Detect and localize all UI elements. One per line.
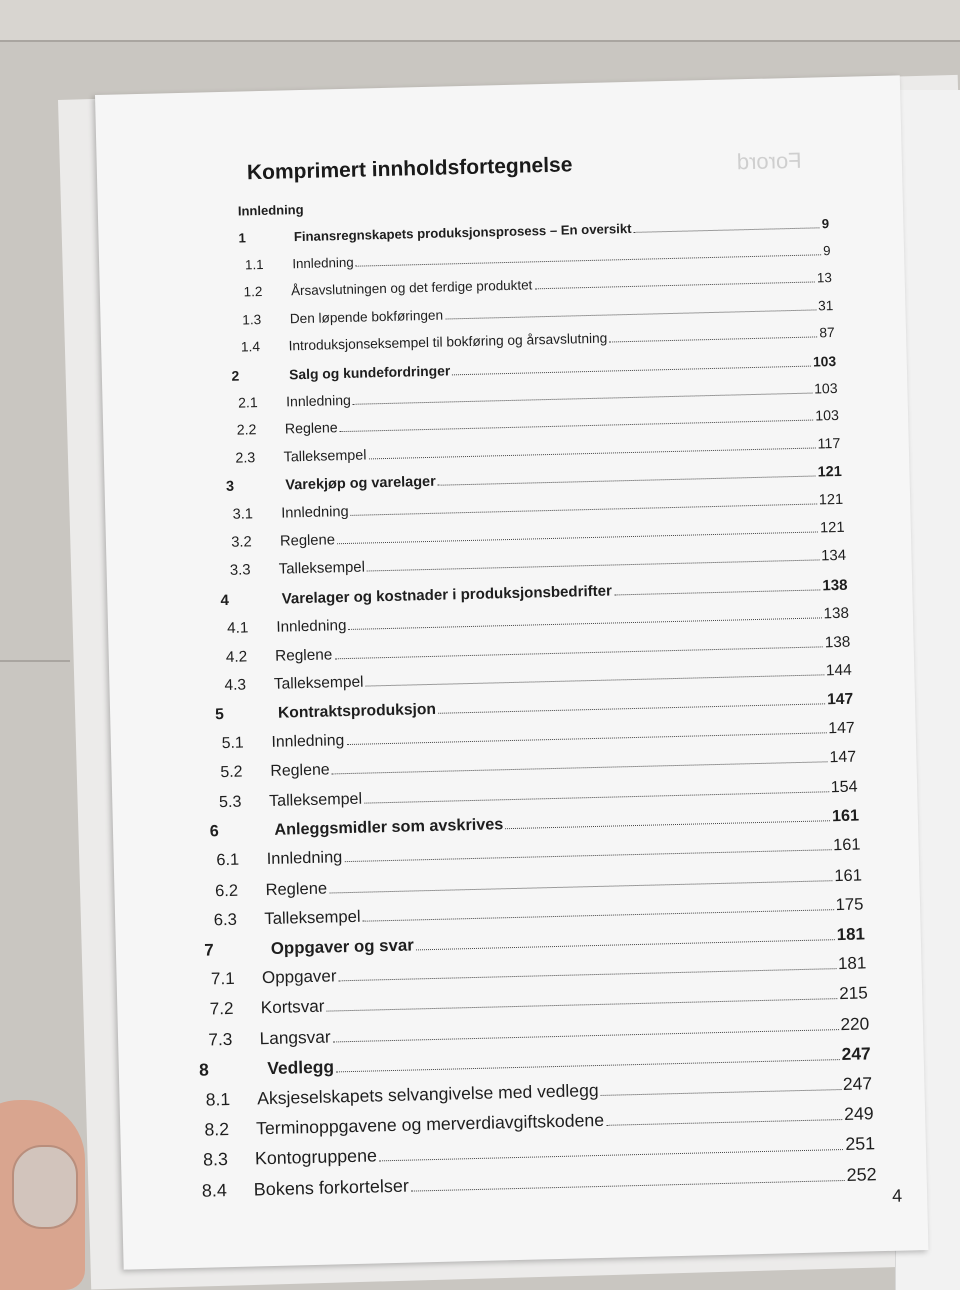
toc-leader-dots: [445, 309, 816, 319]
toc-title: Introduksjonseksempel til bokføring og årsavslutning: [288, 330, 608, 354]
toc-page-number: 181: [836, 924, 866, 944]
toc-page-number: 252: [846, 1164, 877, 1185]
toc-number: 4.1: [226, 619, 249, 638]
table-of-contents: [98, 187, 903, 1201]
toc-page-number: 220: [840, 1013, 870, 1035]
toc-title: Reglene: [270, 761, 330, 780]
toc-leader-dots: [505, 820, 830, 829]
toc-page-number: 9: [821, 216, 830, 232]
toc-section-row: [224, 662, 852, 695]
toc-page-number: 103: [812, 352, 837, 370]
toc-section-row: [215, 865, 862, 901]
toc-leader-dots: [363, 909, 834, 922]
toc-section-row: [243, 270, 832, 300]
toc-title: Talleksempel: [264, 907, 361, 929]
toc-section-row: [245, 243, 831, 273]
toc-page-number: 103: [815, 408, 840, 425]
toc-leader-dots: [333, 1029, 839, 1042]
toc-page-number: 31: [817, 297, 834, 314]
toc-page-number: 161: [832, 835, 861, 855]
toc-section-row: [213, 895, 863, 931]
toc-title: Talleksempel: [268, 789, 363, 811]
toc-leader-dots: [438, 704, 825, 714]
toc-title: Varekjøp og varelager: [285, 473, 436, 494]
toc-number: 8.3: [202, 1149, 229, 1171]
toc-number: 1: [238, 230, 246, 246]
toc-number: 4.3: [224, 676, 247, 695]
toc-number: 1.1: [244, 257, 264, 273]
toc-number: 3.3: [229, 562, 251, 580]
toc-leader-dots: [351, 504, 817, 516]
toc-title: Innledning: [281, 503, 349, 522]
toc-title: Reglene: [265, 878, 328, 899]
toc-title: Terminoppgavene og merverdiavgiftskodene: [255, 1110, 605, 1139]
toc-section-row: [235, 436, 840, 467]
toc-title: Årsavslutningen og det ferdige produktet: [290, 277, 533, 299]
toc-leader-dots: [334, 646, 822, 659]
toc-section-row: [222, 720, 855, 753]
toc-title: Kontraktsproduksjon: [277, 701, 437, 722]
toc-number: 6.1: [216, 851, 240, 870]
toc-leader-dots: [356, 254, 821, 266]
toc-number: 8.4: [201, 1179, 228, 1201]
toc-page-number: 121: [817, 463, 842, 481]
toc-section-row: [242, 298, 833, 328]
toc-title: Innledning: [292, 254, 354, 272]
toc-leader-dots: [379, 1149, 843, 1161]
toc-title: Kortsvar: [260, 996, 325, 1018]
toc-section-row: [209, 984, 868, 1020]
toc-section-row: [202, 1164, 877, 1201]
toc-page-number: 247: [841, 1043, 871, 1065]
toc-number: 4.2: [225, 648, 248, 666]
toc-number: 5.1: [221, 734, 244, 753]
toc-page-number: 154: [830, 777, 858, 797]
toc-section-row: [238, 380, 838, 412]
toc-leader-dots: [368, 448, 815, 460]
toc-number: 8: [198, 1059, 210, 1080]
toc-page-number: 134: [820, 548, 847, 565]
toc-leader-dots: [339, 969, 837, 982]
toc-title: Talleksempel: [278, 559, 366, 579]
thumbnail-nail: [12, 1145, 78, 1229]
toc-title: Talleksempel: [283, 447, 367, 466]
toc-number: 1.3: [242, 311, 262, 328]
toc-chapter-row: [238, 216, 829, 246]
toc-page-number: 175: [835, 894, 864, 915]
toc-leader-dots: [609, 337, 817, 343]
floor-seam: [0, 660, 70, 662]
toc-number: 1.4: [240, 339, 261, 355]
toc-number: 6: [209, 822, 219, 841]
floor-seam: [0, 40, 960, 42]
toc-section-row: [203, 1134, 876, 1171]
bleed-through-text: Forord: [736, 147, 802, 175]
toc-section-row: [232, 492, 843, 523]
toc-title: Innledning: [237, 201, 304, 219]
toc-page-number: 247: [842, 1073, 873, 1095]
toc-page-number: 138: [823, 604, 850, 623]
toc-page-number: 144: [825, 662, 852, 680]
toc-leader-dots: [411, 1180, 845, 1192]
toc-number: 3.1: [232, 506, 254, 523]
toc-number: 8.2: [204, 1119, 230, 1140]
document-page: [95, 75, 928, 1269]
toc-number: 8.1: [205, 1089, 231, 1110]
toc-leader-dots: [340, 420, 814, 433]
toc-leader-dots: [336, 1059, 840, 1072]
toc-title: Varelager og kostnader i produksjonsbedrifter: [281, 582, 613, 608]
toc-number: 6.3: [213, 910, 238, 930]
toc-title: Innledning: [271, 732, 345, 751]
toc-number: 7: [204, 940, 214, 960]
toc-leader-dots: [367, 560, 819, 572]
toc-section-row: [227, 605, 849, 637]
toc-number: 5.3: [218, 792, 242, 812]
toc-page-number: 215: [838, 983, 868, 1004]
toc-leader-dots: [329, 880, 832, 893]
toc-section-row: [220, 749, 856, 783]
toc-leader-dots: [366, 675, 824, 687]
page-title: Komprimert innholdsfortegnelse: [246, 153, 573, 185]
toc-page-number: 147: [828, 719, 855, 738]
toc-leader-dots: [346, 732, 826, 745]
toc-chapter-row: [210, 807, 860, 842]
toc-leader-dots: [452, 365, 811, 375]
toc-page-number: 147: [826, 690, 854, 709]
page-number: 4: [891, 1185, 903, 1206]
toc-number: 5.2: [220, 763, 243, 782]
toc-title: Anleggsmidler som avskrives: [274, 815, 504, 840]
toc-leader-dots: [634, 227, 820, 233]
toc-number: 4: [220, 591, 230, 609]
toc-number: 2.1: [237, 394, 258, 412]
toc-title: Vedlegg: [267, 1056, 335, 1079]
toc-number: 7.2: [209, 999, 234, 1019]
toc-number: 7.1: [210, 969, 235, 989]
toc-section-row: [241, 325, 835, 356]
toc-title: Innledning: [266, 848, 343, 869]
toc-page-number: 13: [816, 270, 833, 286]
toc-title: Innledning: [285, 392, 352, 410]
toc-leader-dots: [353, 393, 812, 405]
toc-page-number: 161: [831, 806, 860, 826]
toc-number: 2: [231, 367, 240, 384]
toc-title: Langsvar: [259, 1026, 331, 1049]
toc-title: Den løpende bokføringen: [289, 307, 444, 327]
toc-section-row: [211, 954, 867, 990]
toc-intro-heading: [238, 189, 828, 218]
toc-page-number: 138: [824, 633, 851, 652]
toc-number: 1.2: [243, 284, 263, 300]
toc-number: 3: [225, 478, 235, 495]
toc-leader-dots: [327, 998, 838, 1011]
toc-leader-dots: [349, 618, 822, 631]
toc-page-number: 117: [817, 435, 841, 453]
toc-page-number: 249: [843, 1103, 874, 1125]
toc-title: Reglene: [284, 420, 338, 438]
toc-page-number: 138: [822, 576, 848, 595]
toc-number: 2.2: [236, 422, 257, 439]
toc-title: Finansregnskapets produksjonsprosess – En oversikt: [293, 220, 632, 245]
toc-chapter-row: [215, 691, 854, 725]
toc-page-number: 147: [829, 748, 857, 767]
toc-title: Oppgaver og svar: [270, 935, 414, 958]
toc-leader-dots: [534, 282, 815, 290]
toc-page-number: 251: [845, 1133, 876, 1155]
toc-title: Kontogruppene: [254, 1145, 378, 1169]
toc-leader-dots: [416, 939, 835, 950]
toc-chapter-row: [204, 924, 865, 960]
floor-board: [0, 0, 960, 40]
toc-title: Reglene: [274, 646, 333, 665]
toc-section-row: [231, 520, 845, 551]
toc-page-number: 121: [819, 520, 845, 537]
toc-leader-dots: [438, 476, 816, 486]
toc-title: Reglene: [279, 532, 336, 550]
toc-page-number: 161: [834, 865, 863, 885]
toc-leader-dots: [344, 850, 831, 863]
toc-number: 7.3: [208, 1028, 233, 1050]
toc-section-row: [216, 836, 861, 871]
toc-leader-dots: [614, 589, 820, 595]
toc-chapter-row: [231, 353, 836, 385]
toc-section-row: [230, 548, 847, 579]
toc-title: Bokens forkortelser: [253, 1175, 410, 1200]
toc-leader-dots: [332, 761, 828, 774]
toc-number: 3.2: [231, 534, 252, 551]
toc-title: Aksjeselskapets selvangivelse med vedlegg: [257, 1080, 599, 1109]
toc-title: Oppgaver: [261, 966, 337, 988]
toc-leader-dots: [364, 791, 829, 803]
toc-number: 5: [214, 706, 225, 724]
toc-leader-dots: [601, 1089, 841, 1096]
toc-section-row: [226, 634, 851, 667]
toc-page-number: 103: [813, 380, 838, 397]
toc-title: Salg og kundefordringer: [288, 362, 451, 383]
toc-page-number: 87: [819, 325, 835, 341]
toc-leader-dots: [337, 532, 818, 545]
toc-leader-dots: [606, 1119, 842, 1126]
toc-page-number: 9: [822, 243, 831, 259]
toc-page-number: 121: [818, 491, 844, 509]
toc-number: 2.3: [235, 450, 256, 467]
toc-chapter-row: [220, 577, 847, 609]
toc-number: 6.2: [214, 880, 239, 901]
toc-title: Innledning: [276, 617, 347, 636]
toc-chapter-row: [226, 464, 842, 495]
toc-section-row: [237, 408, 840, 439]
toc-section-row: [219, 778, 858, 813]
toc-page-number: 181: [837, 953, 867, 974]
toc-title: Talleksempel: [273, 674, 364, 694]
